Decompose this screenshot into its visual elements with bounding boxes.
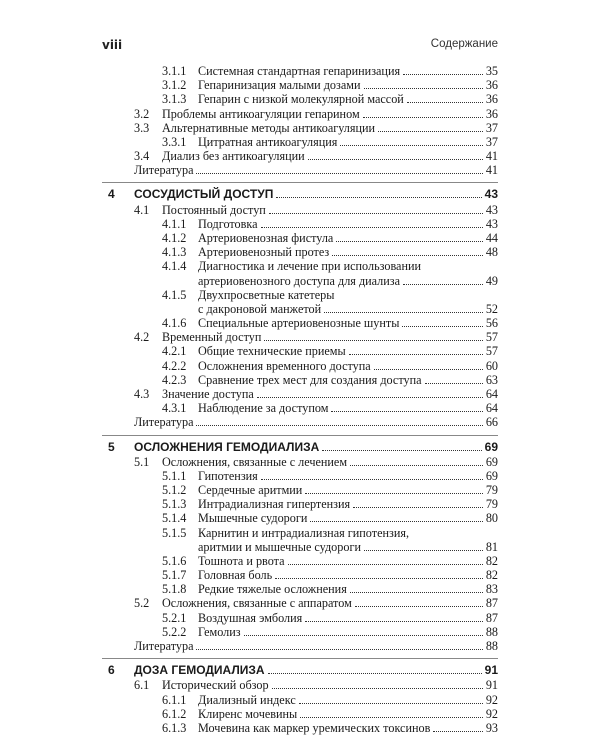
toc-entry [0,721,600,735]
toc-title-continued: с дакроновой манжетой [198,301,322,316]
toc-page-number: 43 [484,187,498,202]
toc-page-number: 37 [485,120,498,135]
toc-number: 5.1.5 [162,525,187,540]
toc-number: 4.1.5 [162,287,187,302]
toc-number: 3.1.2 [162,78,187,93]
toc-title: Тошнота и рвота [198,553,285,568]
dot-leader [196,173,482,174]
toc-number: 5.1.6 [162,553,187,568]
dot-leader [331,411,482,412]
toc-number: 5 [108,439,115,454]
toc-entry [0,203,600,217]
dot-leader [355,606,483,607]
toc-entry [0,78,600,92]
toc-page-number: 88 [485,624,498,639]
toc-entry [0,415,600,429]
dot-leader [403,74,483,75]
toc-page-number: 41 [485,149,498,164]
toc-number: 4.1.2 [162,230,187,245]
dot-leader [364,88,483,89]
page-number: viii [102,38,123,52]
dot-leader [403,284,483,285]
toc-number: 4.2.2 [162,358,187,373]
toc-number: 4.2.3 [162,372,187,387]
toc-number: 4.2 [134,330,150,345]
toc-entry [0,568,600,582]
dot-leader [363,117,483,118]
toc-entry [0,231,600,245]
toc-entry-continued [0,302,600,316]
toc-title: Редкие тяжелые осложнения [198,582,347,597]
dot-leader [336,241,482,242]
toc-entry [0,582,600,596]
dot-leader [425,383,483,384]
toc-page-number: 43 [485,202,498,217]
toc-page-number: 37 [485,134,498,149]
toc-title: Литература [134,415,194,430]
dot-leader [268,673,482,674]
toc-page-number: 52 [485,301,498,316]
toc-page-number: 80 [485,511,498,526]
dot-leader [305,493,482,494]
toc-number: 4.2.1 [162,344,187,359]
toc-title: Диализ без антикоагуляции [162,149,305,164]
toc-title: Воздушная эмболия [198,610,303,625]
toc-number: 4 [108,187,115,202]
toc-title: Диализный индекс [198,692,296,707]
toc-number: 3.1.3 [162,92,187,107]
dot-leader [324,312,483,313]
toc-entry [0,107,600,121]
dot-leader [269,213,483,214]
dot-leader [261,227,483,228]
toc-entry [0,163,600,177]
toc-number: 5.1.4 [162,511,187,526]
toc-entry [0,678,600,692]
toc-page-number: 36 [485,78,498,93]
toc-entry [0,245,600,259]
toc-page-number: 36 [485,92,498,107]
toc-number: 4.1.6 [162,316,187,331]
toc-title-continued: артериовенозного доступа для диализа [198,273,401,288]
toc-entry [0,344,600,358]
toc-page-number: 57 [485,330,498,345]
dot-leader [374,369,483,370]
toc-entry [0,554,600,568]
toc-title: Значение доступа [162,386,254,401]
toc-title: Общие технические приемы [198,344,346,359]
toc-title: Гепарин с низкой молекулярной массой [198,92,404,107]
running-header: Содержание [430,38,498,50]
toc-title: Гемолиз [198,624,241,639]
toc-number: 6.1.2 [162,706,187,721]
chapter-rule [102,182,498,183]
toc-number: 5.1.3 [162,497,187,512]
toc-title: Подготовка [198,216,258,231]
toc-title: Специальные артериовенозные шунты [198,316,400,331]
dot-leader [402,326,482,327]
toc-number: 3.3.1 [162,134,187,149]
toc-entry [0,316,600,330]
toc-title: Проблемы антикоагуляции гепарином [162,106,360,121]
toc-entry-continued [0,274,600,288]
dot-leader [350,592,483,593]
toc-entry [0,359,600,373]
toc-page-number: 63 [485,372,498,387]
toc-page-number: 44 [485,230,498,245]
toc-chapter [0,440,600,454]
dot-leader [275,578,483,579]
toc-number: 4.1.1 [162,216,187,231]
toc-title: Гепаринизация малыми дозами [198,78,361,93]
toc-number: 6 [108,663,115,678]
dot-leader [264,340,482,341]
toc-title: ОСЛОЖНЕНИЯ ГЕМОДИАЛИЗА [134,439,320,454]
toc-title: Мочевина как маркер уремических токсинов [198,720,431,735]
toc-entry [0,596,600,610]
toc-entry [0,469,600,483]
toc-entry [0,330,600,344]
toc-title: Осложнения временного доступа [198,358,371,373]
toc-entry [0,121,600,135]
toc-page-number: 92 [485,706,498,721]
toc-title: ДОЗА ГЕМОДИАЛИЗА [134,663,265,678]
toc-page-number: 83 [485,582,498,597]
dot-leader [196,425,482,426]
toc-entry [0,511,600,525]
dot-leader [288,564,483,565]
toc-number: 4.1.3 [162,245,187,260]
toc-number: 6.1 [134,678,150,693]
toc-number: 4.1 [134,202,150,217]
toc-entry [0,373,600,387]
toc-title: Временный доступ [162,330,262,345]
toc-title: Клиренс мочевины [198,706,298,721]
toc-chapter [0,187,600,201]
toc-page-number: 79 [485,497,498,512]
toc-number: 3.3 [134,120,150,135]
dot-leader [353,507,483,508]
dot-leader [257,397,483,398]
chapter-rule [102,435,498,436]
toc-entry [0,707,600,721]
dot-leader [378,131,483,132]
toc-page-number: 41 [485,163,498,178]
toc-title: Литература [134,163,194,178]
toc-title: Литература [134,639,194,654]
toc-entry [0,135,600,149]
toc-title: Осложнения, связанные с лечением [162,454,348,469]
toc-title: Цитратная антикоагуляция [198,134,338,149]
toc-number: 5.1.2 [162,483,187,498]
toc-number: 3.2 [134,106,150,121]
toc-page-number: 48 [485,245,498,260]
toc-entry [0,92,600,106]
toc-number: 4.3 [134,386,150,401]
dot-leader [308,159,483,160]
toc-page-number: 43 [485,216,498,231]
toc-page-number: 36 [485,106,498,121]
toc-title: Альтернативные методы антикоагуляции [162,120,376,135]
toc-title: Системная стандартная гепаринизация [198,64,401,78]
dot-leader [272,688,483,689]
toc-entry [0,693,600,707]
toc-title: Диагностика и лечение при использовании [198,259,422,274]
dot-leader [350,465,483,466]
toc-title: Артериовенозная фистула [198,230,334,245]
toc-entry [0,259,600,273]
toc-entry [0,526,600,540]
chapter-rule [102,658,498,659]
dot-leader [305,621,483,622]
toc-title: Исторический обзор [162,678,269,693]
toc-page-number: 81 [485,539,498,554]
toc-entry [0,639,600,653]
toc-title: СОСУДИСТЫЙ ДОСТУП [134,187,274,202]
toc-entry [0,149,600,163]
toc-entry [0,387,600,401]
dot-leader [300,717,483,718]
dot-leader [196,649,482,650]
toc-title: Двухпросветные катетеры [198,287,335,302]
dot-leader [299,703,483,704]
toc-entry [0,64,600,78]
toc-number: 4.1.4 [162,259,187,274]
toc-page-number: 93 [485,720,498,735]
toc-title-continued: аритмии и мышечные судороги [198,539,361,554]
toc-page-number: 57 [485,344,498,359]
toc-title: Мышечные судороги [198,511,308,526]
toc-number: 6.1.1 [162,692,187,707]
toc-number: 5.1.8 [162,582,187,597]
toc-entry [0,217,600,231]
toc-title: Сердечные аритмии [198,483,303,498]
dot-leader [276,197,481,198]
toc-title: Карнитин и интрадиализная гипотензия, [198,525,409,540]
toc-entry [0,625,600,639]
toc-page-number: 82 [485,553,498,568]
dot-leader [332,255,483,256]
toc-title: Осложнения, связанные с аппаратом [162,596,352,611]
dot-leader [349,354,483,355]
toc-page-number: 87 [485,610,498,625]
toc-number: 5.2.2 [162,624,187,639]
toc-page-number: 87 [485,596,498,611]
toc-title: Наблюдение за доступом [198,401,329,416]
toc-entry [0,401,600,415]
dot-leader [310,521,482,522]
toc-entry [0,611,600,625]
toc-page-number: 64 [485,401,498,416]
toc-number: 5.2 [134,596,150,611]
toc-number: 6.1.3 [162,720,187,735]
toc-entry [0,497,600,511]
dot-leader [407,102,483,103]
toc-entry [0,483,600,497]
toc-number: 5.1.7 [162,568,187,583]
toc-entry-continued [0,540,600,554]
dot-leader [261,479,483,480]
toc-page-number: 92 [485,692,498,707]
toc-title: Артериовенозный протез [198,245,330,260]
toc-entry [0,455,600,469]
toc-title: Сравнение трех мест для создания доступа [198,372,422,387]
toc-page-number: 69 [485,468,498,483]
toc-number: 3.4 [134,149,150,164]
dot-leader [364,550,483,551]
toc-page-number: 56 [485,316,498,331]
toc-number: 4.3.1 [162,401,187,416]
toc-page-number: 35 [485,64,498,78]
dot-leader [433,731,482,732]
toc-page-number: 69 [484,439,498,454]
toc-page-number: 88 [485,639,498,654]
toc-page-number: 91 [484,663,498,678]
toc-number: 5.1.1 [162,468,187,483]
dot-leader [340,145,482,146]
toc-page-number: 91 [485,678,498,693]
toc-chapter [0,663,600,677]
toc-title: Гипотензия [198,468,258,483]
toc-number: 3.1.1 [162,64,187,78]
toc-title: Головная боль [198,568,273,583]
toc-page-number: 82 [485,568,498,583]
toc-page-number: 60 [485,358,498,373]
dot-leader [322,450,481,451]
toc-title: Постоянный доступ [162,202,266,217]
toc-title: Интрадиализная гипертензия [198,497,351,512]
toc-page-number: 79 [485,483,498,498]
toc-number: 5.1 [134,454,150,469]
toc-page-number: 64 [485,386,498,401]
toc-page-number: 66 [485,415,498,430]
toc-page-number: 69 [485,454,498,469]
toc-page-number: 49 [485,273,498,288]
dot-leader [244,635,483,636]
toc-number: 5.2.1 [162,610,187,625]
toc-entry [0,288,600,302]
